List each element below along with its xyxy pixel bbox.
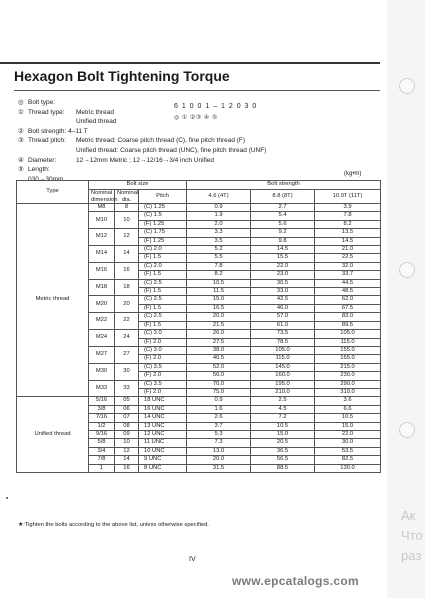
pitch-cell: (F) 1.25 <box>139 237 187 245</box>
torque-8-8-cell: 42.5 <box>251 296 315 304</box>
torque-8-8-cell: 5.4 <box>251 212 315 220</box>
footnote: ★:Tighten the bolts according to the above list, unless otherwise specified. <box>18 522 209 528</box>
torque-4-6-cell: 70.0 <box>187 380 251 388</box>
torque-10-9-cell: 6.6 <box>315 405 381 413</box>
torque-10-9-cell: 215.0 <box>315 363 381 371</box>
nominal-dia-cell: 06 <box>115 405 139 413</box>
table-header-row <box>17 181 381 190</box>
legend-value: Metric thread: Coarse pitch thread (C), fine pitch thread (F) <box>76 137 246 145</box>
torque-10-9-cell: 230.0 <box>315 372 381 380</box>
torque-4-6-cell: 3.7 <box>187 422 251 430</box>
pitch-cell: (F) 2.0 <box>139 355 187 363</box>
torque-10-9-cell: 82.5 <box>315 456 381 464</box>
torque-10-9-cell: 21.0 <box>315 246 381 254</box>
nominal-dimension-cell: 7/8 <box>89 456 115 464</box>
torque-10-9-cell: 53.5 <box>315 447 381 455</box>
torque-4-6-cell: 8.2 <box>187 271 251 279</box>
legend-label: Bolt strength: <box>28 127 67 135</box>
unit-label: (kg•m) <box>344 171 362 177</box>
torque-10-9-cell: 15.0 <box>315 422 381 430</box>
pitch-cell: 10 UNC <box>139 447 187 455</box>
torque-10-9-cell: 10.5 <box>315 414 381 422</box>
nominal-dimension-cell: 1 <box>89 464 115 472</box>
legend-length <box>18 165 378 175</box>
torque-10-9-cell: 290.0 <box>315 380 381 388</box>
legend-symbol: ① <box>18 108 24 116</box>
nominal-dimension-cell: 3/8 <box>89 405 115 413</box>
legend-symbol: ⑤ <box>18 166 24 174</box>
bolt-code-markers: ◎ ① ②③ ④ ⑤ <box>174 115 218 121</box>
torque-8-8-cell: 9.2 <box>251 229 315 237</box>
header-type: Type <box>17 181 89 204</box>
pitch-cell: (C) 3.5 <box>139 363 187 371</box>
pitch-cell: 16 UNC <box>139 405 187 413</box>
pitch-cell: (C) 1.5 <box>139 212 187 220</box>
torque-8-8-cell: 61.0 <box>251 321 315 329</box>
pitch-cell: 13 UNC <box>139 422 187 430</box>
torque-10-9-cell: 83.0 <box>315 313 381 321</box>
nominal-dia-cell: 18 <box>115 279 139 296</box>
torque-8-8-cell: 10.5 <box>251 422 315 430</box>
torque-4-6-cell: 0.9 <box>187 397 251 405</box>
nominal-dia-cell: 16 <box>115 262 139 279</box>
torque-4-6-cell: 7.3 <box>187 439 251 447</box>
legend-bolt-strength <box>18 127 378 137</box>
pitch-cell: (C) 2.5 <box>139 313 187 321</box>
torque-10-9-cell: 13.5 <box>315 229 381 237</box>
nominal-dimension-cell: 5/8 <box>89 439 115 447</box>
header-nominal-dia: Nominal dia. <box>115 190 139 204</box>
torque-10-9-cell: 7.8 <box>315 212 381 220</box>
header-strength-4-6: 4.6 (4T) <box>187 190 251 204</box>
torque-4-6-cell: 27.5 <box>187 338 251 346</box>
page-number: IV <box>189 556 196 563</box>
nominal-dimension-cell: 1/2 <box>89 422 115 430</box>
torque-8-8-cell: 2.7 <box>251 204 315 212</box>
pitch-cell: (F) 1.5 <box>139 288 187 296</box>
torque-10-9-cell: 32.0 <box>315 262 381 270</box>
top-rule <box>0 62 380 64</box>
legend-value: Metric thread <box>76 108 114 116</box>
torque-10-9-cell: 130.0 <box>315 464 381 472</box>
torque-4-6-cell: 52.0 <box>187 363 251 371</box>
torque-4-6-cell: 5.5 <box>187 254 251 262</box>
torque-4-6-cell: 38.0 <box>187 346 251 354</box>
nominal-dimension-cell: M16 <box>89 262 115 279</box>
nominal-dia-cell: 09 <box>115 430 139 438</box>
pitch-cell: 9 UNC <box>139 456 187 464</box>
pitch-cell: (C) 1.75 <box>139 229 187 237</box>
nominal-dia-cell: 27 <box>115 346 139 363</box>
nominal-dimension-cell: 3/4 <box>89 447 115 455</box>
pitch-cell: (F) 2.0 <box>139 338 187 346</box>
nominal-dia-cell: 8 <box>115 204 139 212</box>
torque-4-6-cell: 20.0 <box>187 313 251 321</box>
torque-4-6-cell: 5.3 <box>187 430 251 438</box>
legend-value: 4–11 T <box>68 127 88 135</box>
thread-type-cell: Unified thread <box>17 397 89 473</box>
torque-10-9-cell: 89.5 <box>315 321 381 329</box>
header-pitch: Pitch <box>139 190 187 204</box>
nominal-dimension-cell: M12 <box>89 229 115 246</box>
torque-10-9-cell: 22.0 <box>315 430 381 438</box>
torque-4-6-cell: 0.9 <box>187 204 251 212</box>
legend-symbol: ③ <box>18 137 24 145</box>
legend-symbol: ◎ <box>18 99 24 106</box>
pitch-cell: (C) 2.5 <box>139 279 187 287</box>
torque-10-9-cell: 22.5 <box>315 254 381 262</box>
nominal-dimension-cell: M8 <box>89 204 115 212</box>
torque-8-8-cell: 7.2 <box>251 414 315 422</box>
torque-8-8-cell: 30.5 <box>251 279 315 287</box>
torque-10-9-cell: 165.0 <box>315 355 381 363</box>
torque-4-6-cell: 3.3 <box>187 229 251 237</box>
pitch-cell: (C) 1.25 <box>139 204 187 212</box>
pitch-cell: 18 UNC <box>139 397 187 405</box>
binder-ring-icon <box>399 78 415 94</box>
pitch-cell: (F) 2.0 <box>139 372 187 380</box>
torque-8-8-cell: 5.6 <box>251 220 315 228</box>
nominal-dimension-cell: M24 <box>89 330 115 347</box>
nominal-dimension-cell: M22 <box>89 313 115 330</box>
torque-8-8-cell: 14.5 <box>251 246 315 254</box>
pitch-cell: 8 UNC <box>139 464 187 472</box>
torque-4-6-cell: 10.5 <box>187 279 251 287</box>
nominal-dia-cell: 14 <box>115 246 139 263</box>
torque-4-6-cell: 20.0 <box>187 456 251 464</box>
torque-8-8-cell: 210.0 <box>251 388 315 396</box>
nominal-dia-cell: 14 <box>115 456 139 464</box>
thread-type-cell: Metric thread <box>17 204 89 397</box>
ghost-text: Ак <box>401 508 416 523</box>
torque-10-9-cell: 44.5 <box>315 279 381 287</box>
torque-4-6-cell: 1.9 <box>187 212 251 220</box>
nominal-dia-cell: 08 <box>115 422 139 430</box>
torque-8-8-cell: 22.0 <box>251 262 315 270</box>
nominal-dimension-cell: 5/16 <box>89 397 115 405</box>
torque-8-8-cell: 88.5 <box>251 464 315 472</box>
torque-4-6-cell: 3.5 <box>187 237 251 245</box>
pitch-cell: 14 UNC <box>139 414 187 422</box>
nominal-dia-cell: 33 <box>115 380 139 397</box>
torque-8-8-cell: 33.0 <box>251 288 315 296</box>
nominal-dia-cell: 12 <box>115 229 139 246</box>
torque-8-8-cell: 23.0 <box>251 271 315 279</box>
watermark-text: www.epcatalogs.com <box>232 574 359 588</box>
pitch-cell: 11 UNC <box>139 439 187 447</box>
torque-4-6-cell: 7.8 <box>187 262 251 270</box>
torque-8-8-cell: 195.0 <box>251 380 315 388</box>
header-nominal-dimension: Nominal dimension <box>89 190 115 204</box>
legend-label: Thread pitch: <box>28 137 66 145</box>
pitch-cell: (F) 1.25 <box>139 220 187 228</box>
torque-4-6-cell: 5.2 <box>187 246 251 254</box>
nominal-dia-cell: 12 <box>115 447 139 455</box>
scan-speck <box>6 497 8 499</box>
torque-4-6-cell: 16.5 <box>187 304 251 312</box>
page-title: Hexagon Bolt Tightening Torque <box>14 68 230 84</box>
ghost-text: Что <box>401 528 423 543</box>
torque-10-9-cell: 3.6 <box>315 397 381 405</box>
torque-4-6-cell: 31.5 <box>187 464 251 472</box>
torque-8-8-cell: 57.0 <box>251 313 315 321</box>
ghost-text: раз <box>401 548 422 563</box>
torque-8-8-cell: 115.0 <box>251 355 315 363</box>
torque-4-6-cell: 1.6 <box>187 405 251 413</box>
legend-thread-pitch-2 <box>18 146 378 156</box>
bolt-code-example: 6 1 0 0 1 – 1 2 0 3 0 <box>174 103 258 110</box>
torque-table <box>16 180 381 473</box>
table-row <box>17 397 381 405</box>
nominal-dimension-cell: M20 <box>89 296 115 313</box>
legend-label: Length: <box>28 166 50 174</box>
pitch-cell: (C) 2.0 <box>139 246 187 254</box>
legend-label: Diameter: <box>28 156 57 164</box>
table-row <box>17 204 381 212</box>
nominal-dimension-cell: M18 <box>89 279 115 296</box>
torque-4-6-cell: 11.5 <box>187 288 251 296</box>
legend-symbol: ④ <box>18 156 24 164</box>
torque-8-8-cell: 9.8 <box>251 237 315 245</box>
binder-ring-icon <box>399 262 415 278</box>
torque-4-6-cell: 13.0 <box>187 447 251 455</box>
nominal-dimension-cell: M33 <box>89 380 115 397</box>
pitch-cell: (C) 2.5 <box>139 296 187 304</box>
legend-symbol: ② <box>18 127 24 135</box>
pitch-cell: (C) 2.0 <box>139 262 187 270</box>
torque-8-8-cell: 2.5 <box>251 397 315 405</box>
pitch-cell: (C) 3.5 <box>139 380 187 388</box>
torque-10-9-cell: 30.0 <box>315 439 381 447</box>
pitch-cell: (C) 3.0 <box>139 346 187 354</box>
torque-8-8-cell: 73.5 <box>251 330 315 338</box>
nominal-dia-cell: 16 <box>115 464 139 472</box>
nominal-dia-cell: 10 <box>115 439 139 447</box>
torque-8-8-cell: 78.5 <box>251 338 315 346</box>
torque-8-8-cell: 56.5 <box>251 456 315 464</box>
torque-10-9-cell: 33.7 <box>315 271 381 279</box>
torque-10-9-cell: 62.0 <box>315 296 381 304</box>
torque-8-8-cell: 15.5 <box>251 254 315 262</box>
torque-10-9-cell: 105.0 <box>315 330 381 338</box>
legend-value: Unified thread <box>76 118 117 126</box>
torque-8-8-cell: 160.0 <box>251 372 315 380</box>
nominal-dia-cell: 10 <box>115 212 139 229</box>
nominal-dimension-cell: M30 <box>89 363 115 380</box>
nominal-dia-cell: 05 <box>115 397 139 405</box>
torque-10-9-cell: 14.5 <box>315 237 381 245</box>
nominal-dia-cell: 30 <box>115 363 139 380</box>
pitch-cell: (F) 1.5 <box>139 304 187 312</box>
legend-thread-pitch <box>18 136 378 146</box>
torque-4-6-cell: 2.6 <box>187 414 251 422</box>
nominal-dimension-cell: M27 <box>89 346 115 363</box>
legend-value: 030→30mm <box>28 175 64 183</box>
header-bolt-size: Bolt size <box>89 181 187 190</box>
torque-8-8-cell: 145.0 <box>251 363 315 371</box>
legend-diameter <box>18 156 378 166</box>
pitch-cell: (F) 1.5 <box>139 254 187 262</box>
torque-10-9-cell: 115.0 <box>315 338 381 346</box>
torque-10-9-cell: 48.5 <box>315 288 381 296</box>
header-strength-10-9: 10.9T (11T) <box>315 190 381 204</box>
torque-4-6-cell: 26.0 <box>187 330 251 338</box>
nominal-dia-cell: 22 <box>115 313 139 330</box>
torque-4-6-cell: 15.0 <box>187 296 251 304</box>
torque-8-8-cell: 4.5 <box>251 405 315 413</box>
torque-4-6-cell: 75.0 <box>187 388 251 396</box>
pitch-cell: (F) 2.0 <box>139 388 187 396</box>
nominal-dimension-cell: M14 <box>89 246 115 263</box>
torque-10-9-cell: 8.2 <box>315 220 381 228</box>
legend-value: Unified thread: Coarse pitch thread (UNC), fine pitch thread (UNF) <box>76 146 267 154</box>
torque-4-6-cell: 2.0 <box>187 220 251 228</box>
torque-8-8-cell: 105.0 <box>251 346 315 354</box>
torque-8-8-cell: 36.5 <box>251 447 315 455</box>
legend-label: Thread type: <box>28 108 65 116</box>
nominal-dimension-cell: 7/16 <box>89 414 115 422</box>
nominal-dimension-cell: M10 <box>89 212 115 229</box>
nominal-dia-cell: 24 <box>115 330 139 347</box>
binder-ring-icon <box>399 422 415 438</box>
torque-4-6-cell: 40.5 <box>187 355 251 363</box>
pitch-cell: (F) 1.5 <box>139 271 187 279</box>
pitch-cell: 12 UNC <box>139 430 187 438</box>
torque-10-9-cell: 67.5 <box>315 304 381 312</box>
legend-label: Bolt type: <box>28 99 56 106</box>
table-body <box>17 204 381 473</box>
torque-8-8-cell: 15.0 <box>251 430 315 438</box>
pitch-cell: (F) 1.5 <box>139 321 187 329</box>
torque-4-6-cell: 56.0 <box>187 372 251 380</box>
pitch-cell: (C) 3.0 <box>139 330 187 338</box>
bolt-code-legend <box>18 98 378 184</box>
torque-8-8-cell: 46.0 <box>251 304 315 312</box>
header-bolt-strength: Bolt strength <box>187 181 381 190</box>
nominal-dia-cell: 20 <box>115 296 139 313</box>
torque-8-8-cell: 20.5 <box>251 439 315 447</box>
nominal-dia-cell: 07 <box>115 414 139 422</box>
title-rule <box>14 90 380 91</box>
header-strength-8-8: 8.8 (8T) <box>251 190 315 204</box>
torque-4-6-cell: 21.5 <box>187 321 251 329</box>
torque-10-9-cell: 3.9 <box>315 204 381 212</box>
legend-value: 12→12mm Metric ; 12→12/16→3/4 inch Unified <box>76 156 215 164</box>
torque-10-9-cell: 310.0 <box>315 388 381 396</box>
nominal-dimension-cell: 9/16 <box>89 430 115 438</box>
torque-10-9-cell: 155.0 <box>315 346 381 354</box>
